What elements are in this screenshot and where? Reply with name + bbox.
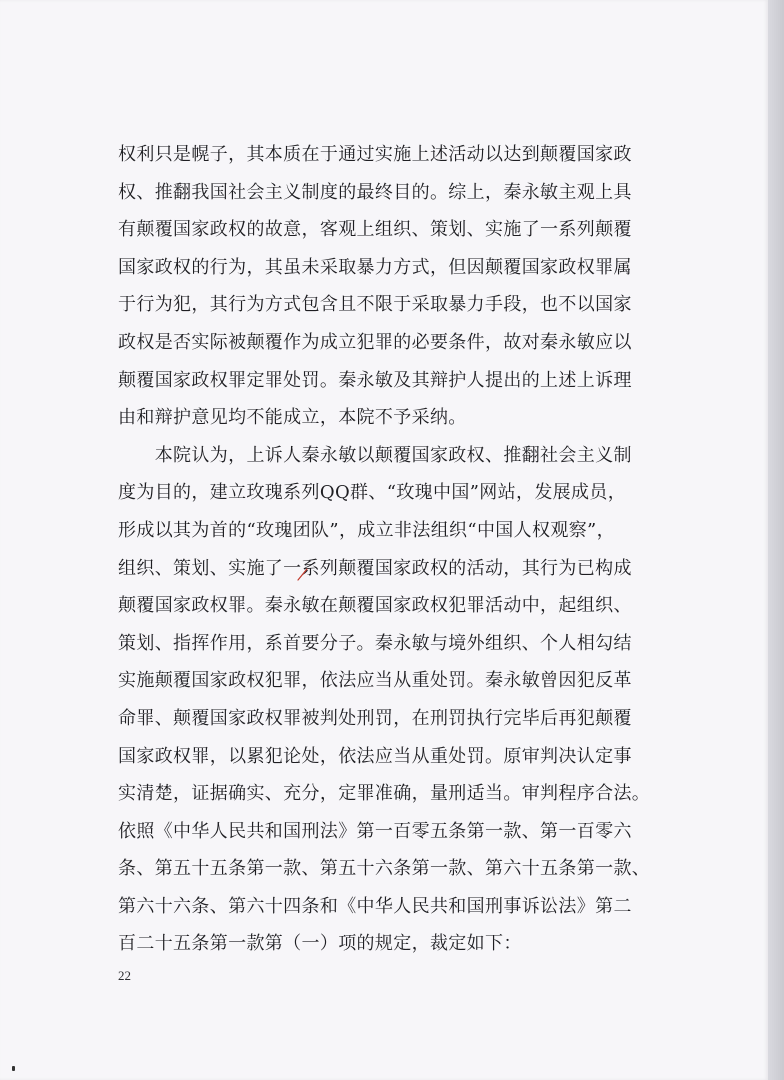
text-line: 度为目的，建立玫瑰系列QQ群、“玫瑰中国”网站，发展成员， [118,482,627,504]
text-line: 实施颠覆国家政权犯罪，依法应当从重处罚。秦永敏曾因犯反革 [118,670,632,692]
page-number: 22 [118,968,131,983]
scan-speck [12,1066,15,1071]
text-line: 第六十六条、第六十四条和《中华人民共和国刑事诉讼法》第二 [118,895,632,917]
text-line: 政权是否实际被颠覆作为成立犯罪的必要条件，故对秦永敏应以 [118,331,632,353]
text-line: 依照《中华人民共和国刑法》第一百零五条第一款、第一百零六 [118,820,632,842]
text-line: 百二十五条第一款第（一）项的规定，裁定如下： [118,933,522,955]
text-line: 形成以其为首的“玫瑰团队”，成立非法组织“中国人权观察”， [118,519,615,541]
text-line: 于行为犯，其行为方式包含且不限于采取暴力手段，也不以国家 [118,294,632,316]
text-line: 权、推翻我国社会主义制度的最终目的。综上，秦永敏主观上具 [118,181,632,203]
text-line: 命罪、颠覆国家政权罪被判处刑罚，在刑罚执行完毕后再犯颠覆 [118,707,632,729]
text-line: 国家政权的行为，其虽未采取暴力方式，但因颠覆国家政权罪属 [118,256,632,278]
text-line: 颠覆国家政权罪定罪处罚。秦永敏及其辩护人提出的上述上诉理 [118,369,632,391]
text-line: 颠覆国家政权罪。秦永敏在颠覆国家政权犯罪活动中，起组织、 [118,595,632,617]
pen-mark-icon [296,566,310,582]
text-line: 条、第五十五条第一款、第五十六条第一款、第六十五条第一款、 [118,858,651,880]
text-line: 组织、策划、实施了一系列颠覆国家政权的活动，其行为已构成 [118,557,632,579]
text-line: 实清楚，证据确实、充分，定罪准确，量刑适当。审判程序合法。 [118,783,651,805]
text-line: 由和辩护意见均不能成立，本院不予采纳。 [118,407,467,429]
text-line: 有颠覆国家政权的故意，客观上组织、策划、实施了一系列颠覆 [118,219,632,241]
body-text [118,136,692,963]
page-edge [768,0,784,1080]
text-line: 权利只是幌子，其本质在于通过实施上述活动以达到颠覆国家政 [118,144,632,165]
text-line: 国家政权罪，以累犯论处，依法应当从重处罚。原审判决认定事 [118,745,632,767]
text-line: 本院认为，上诉人秦永敏以颠覆国家政权、推翻社会主义制 [118,444,632,466]
text-line: 策划、指挥作用，系首要分子。秦永敏与境外组织、个人相勾结 [118,632,632,654]
